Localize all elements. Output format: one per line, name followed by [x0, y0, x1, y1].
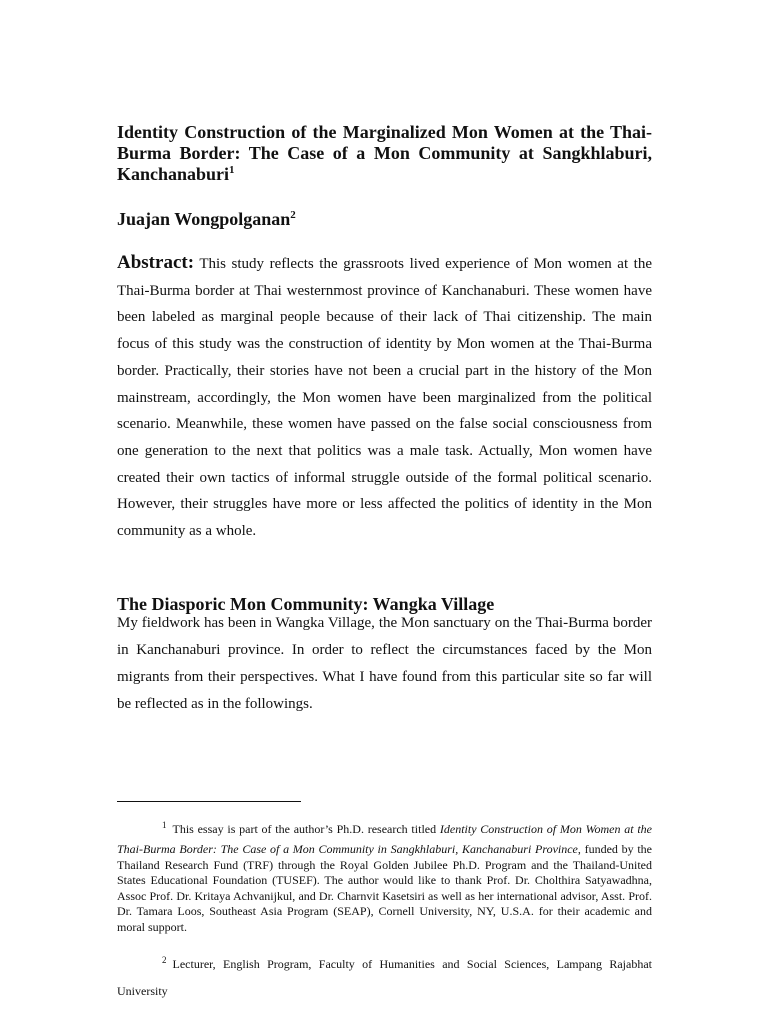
section-heading: The Diasporic Mon Community: Wangka Village [117, 594, 495, 614]
author-name [117, 208, 652, 230]
section-body: My fieldwork has been in Wangka Village, the Mon sanctuary on the Thai-Burma border in Kanchanaburi province. In order to reflect the circumstances faced by the Mon migrants from their perspectives. What I have found from this particular site so far will be reflected as in the followings. [117, 615, 652, 712]
footnote-2 [117, 951, 652, 1005]
footnote-2-text: Lecturer, English Program, Faculty of Humanities and Social Sciences, Lampang Rajabhat University [117, 957, 652, 998]
abstract [117, 250, 652, 545]
abstract-text: This study reflects the grassroots lived experience of Mon women at the Thai-Burma border at Thai westernmost province of Kanchanaburi. These women have been labeled as marginal people because of their lack of Thai citizenship. The main focus of this study was the construction of identity by Mon women at the Thai-Burma border. Practically, their stories have not been a crucial part in the history of the Mon mainstream, accordingly, the Mon women have been marginalized from the political scenario. Meanwhile, these women have passed on the false social consciousness from one generation to the next that politics was a male task. Actually, Mon women have created their own tactics of informal struggle outside of the formal political scenario. However, their struggles have more or less affected the politics of identity in the Mon community as a whole. [117, 256, 653, 540]
abstract-label: Abstract: [117, 252, 195, 273]
author-name-text: Juajan Wongpolganan [117, 209, 291, 229]
author-footnote-mark: 2 [290, 209, 296, 221]
footnote-1-lead: This essay is part of the author’s Ph.D. research titled [172, 822, 440, 836]
footnote-1 [117, 817, 652, 935]
footnote-1-italic-title: Identity Construction of Mon Women at the Thai-Burma Border: The Case of a Mon Community in Sangkhlaburi, Kanchanaburi Province [117, 822, 652, 856]
title-footnote-mark: 1 [229, 164, 235, 176]
footnote-1-rest: , funded by the Thailand Research Fund (TRF) through the Royal Golden Jubilee Ph.D. Program and the Thailand-United States Educational Foundation (TUSEF). The author would like to thank Prof. Dr. Cholthira Satyawadhna, Assoc Prof. Dr. Kritaya Achvanijkul, and Dr. Charnvit Kasetsiri as well as her international advisor, Asst. Prof. Dr. Tamara Loos, Southeast Asia Program (SEAP), Cornell University, NY, U.S.A. for their academic and moral support. [117, 842, 653, 934]
footnote-1-mark: 1 [162, 820, 167, 830]
footnote-divider [117, 801, 301, 802]
paper-title [117, 122, 652, 185]
paper-title-text: Identity Construction of the Marginalized Mon Women at the Thai-Burma Border: The Case of a Mon Community at Sangkhlaburi, Kanchanaburi [117, 122, 652, 184]
footnote-2-mark: 2 [162, 955, 167, 965]
